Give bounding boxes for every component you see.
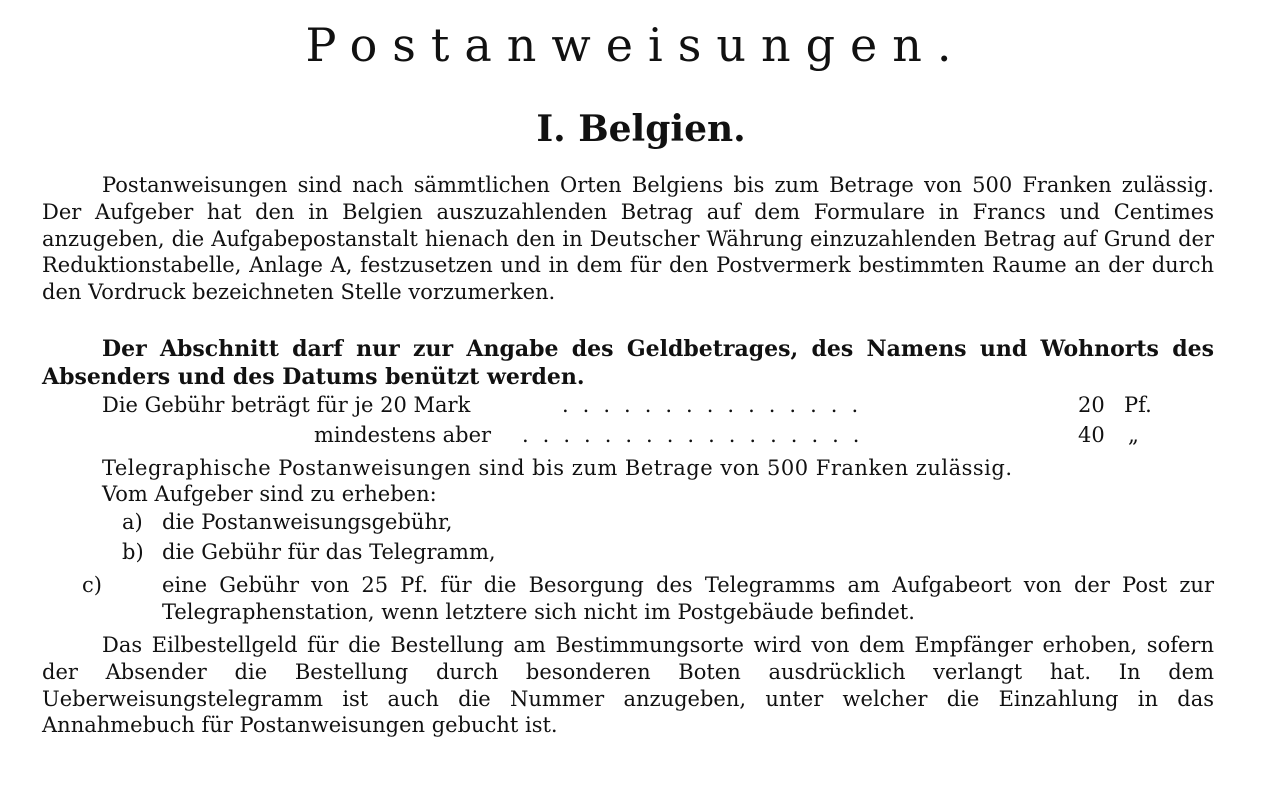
fee-unit: Pf.	[1124, 393, 1152, 417]
fee-unit: „	[1128, 423, 1139, 447]
list-marker: b)	[122, 540, 144, 564]
fee-line-minimum	[42, 422, 1214, 449]
fee-label: Die Gebühr beträgt für je 20 Mark	[102, 393, 471, 417]
section-heading: I. Belgien.	[536, 108, 746, 150]
fee-leader-dots: .................	[522, 423, 874, 447]
list-text: die Gebühr für das Telegramm,	[162, 540, 496, 564]
paragraph-express-delivery: Das Eilbestellgeld für die Bestellung am Bestimmungsorte wird von dem Empfänger erhoben, sofern der Absender die Bestellung durch besonderen Boten ausdrücklich verlangt hat. In dem Ueberweisungstelegramm ist auch die Nummer anzugeben, unter welcher die Einzahlung in das Annahmebuch für Postanweisungen gebucht ist.	[42, 633, 1214, 738]
list-item	[122, 539, 1214, 566]
fee-amount: 40	[1078, 423, 1105, 447]
paragraph-conditions: Postanweisungen sind nach sämmtlichen Orten Belgiens bis zum Betrage von 500 Franken zulässig. Der Aufgeber hat den in Belgien auszuzahlenden Betrag auf dem Formulare in Francs und Centimes anzugeben, die Aufgabepostanstalt hienach den in Deutscher Währung einzuzahlenden Betrag auf Grund der Reduktionstabelle, Anlage A, festzusetzen und in dem für den Postvermerk bestimmten Raume an der durch den Vordruck bezeichneten Stelle vorzumerken.	[42, 173, 1214, 305]
paragraph-telegraphic: Telegraphische Postanweisungen sind bis zum Betrage von 500 Franken zulässig.	[102, 456, 1013, 480]
list-item	[122, 509, 1214, 536]
list-item	[82, 572, 1214, 626]
fee-amount: 20	[1078, 393, 1105, 417]
document-title: Postanweisungen.	[305, 18, 967, 72]
list-text: eine Gebühr von 25 Pf. für die Besorgung des Telegramms am Aufgabeort von der Post zur Telegraphenstation, wenn letztere sich nicht im Postgebäude befindet.	[162, 573, 1214, 624]
list-marker: a)	[122, 510, 143, 534]
list-marker: c)	[82, 573, 102, 597]
paragraph-collect: Vom Aufgeber sind zu erheben:	[102, 482, 437, 506]
fee-line-per-20-mark	[42, 392, 1214, 419]
paragraph-coupon-rule: Der Abschnitt darf nur zur Angabe des Geldbetrages, des Namens und Wohnorts des Absenders und des Datums benützt werden.	[42, 336, 1214, 390]
fee-label: mindestens aber	[314, 423, 492, 447]
fee-leader-dots: ...............	[562, 393, 873, 417]
list-text: die Postanweisungsgebühr,	[162, 510, 453, 534]
